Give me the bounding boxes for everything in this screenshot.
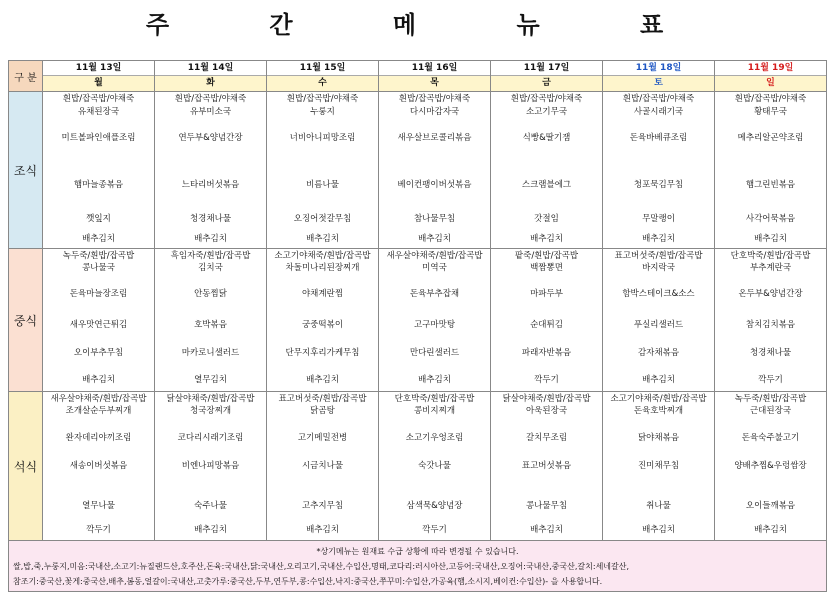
menu-item: 닭살야채죽/흰밥/잡곡밥 <box>166 394 255 404</box>
menu-item: 흰밥/잡곡밥/야채죽 <box>62 94 135 104</box>
menu-item: 배추김치 <box>530 525 563 535</box>
date-label: 11월 15일 <box>267 61 378 76</box>
menu-item: 유부미소국 <box>189 107 232 117</box>
menu-item: 느타리버섯볶음 <box>181 180 240 190</box>
menu-item: 연두부&양념간장 <box>178 133 243 143</box>
menu-item: 열무나물 <box>82 501 115 511</box>
menu-item: 차돌미나리된장찌개 <box>285 263 360 273</box>
menu-item: 완자데리야끼조림 <box>65 433 132 443</box>
day-header-tue <box>155 61 267 92</box>
menu-item: 양배추찜&우렁쌈장 <box>734 461 807 471</box>
menu-item: 돈육호박찌개 <box>633 406 684 416</box>
breakfast-cell <box>715 92 827 249</box>
weekday-label: 월 <box>43 76 154 91</box>
menu-item: 갓절임 <box>534 214 559 224</box>
menu-item: 배추김치 <box>194 525 227 535</box>
menu-item: 새우살브로콜리볶음 <box>397 133 472 143</box>
menu-item: 청포묵김무침 <box>633 180 684 190</box>
menu-item: 오이부추무침 <box>73 348 124 358</box>
menu-item: 표고버섯죽/흰밥/잡곡밥 <box>278 394 367 404</box>
lunch-cell <box>43 249 155 392</box>
menu-item: 표고버섯볶음 <box>521 461 572 471</box>
lunch-cell <box>715 249 827 392</box>
menu-item: 콩나물국 <box>82 263 115 273</box>
menu-item: 소고기우엉조림 <box>405 433 464 443</box>
menu-item: 돈육부추잡채 <box>409 289 460 299</box>
menu-item: 배추김치 <box>642 234 675 244</box>
menu-item: 너비아니피망조림 <box>289 133 356 143</box>
lunch-cell <box>155 249 267 392</box>
menu-item: 청경채나물 <box>189 214 232 224</box>
lunch-label: 중식 <box>9 249 43 392</box>
menu-item: 감자채볶음 <box>637 348 680 358</box>
menu-item: 소고기야채죽/흰밥/잡곡밥 <box>610 394 707 404</box>
dinner-cell <box>267 392 379 541</box>
lunch-row <box>9 249 827 392</box>
menu-item: 유채된장국 <box>77 107 120 117</box>
menu-item: 사골시래기국 <box>633 107 684 117</box>
date-label: 11월 16일 <box>379 61 490 76</box>
menu-item: 햄마늘종볶음 <box>73 180 124 190</box>
menu-item: 닭곰탕 <box>310 406 335 416</box>
weekly-menu-table <box>8 60 827 541</box>
menu-item: 호박볶음 <box>194 320 227 330</box>
menu-item: 베이컨팽이버섯볶음 <box>397 180 472 190</box>
menu-item: 부추계란국 <box>749 263 792 273</box>
menu-item: 소고기야채죽/흰밥/잡곡밥 <box>274 251 371 261</box>
category-header: 구 분 <box>9 61 43 92</box>
menu-item: 참나물무침 <box>413 214 456 224</box>
menu-item: 시금치나물 <box>301 461 344 471</box>
menu-item: 다시마감자국 <box>409 107 460 117</box>
dinner-label: 석식 <box>9 392 43 541</box>
weekday-label: 목 <box>379 76 490 91</box>
notice-box <box>8 540 827 592</box>
breakfast-cell <box>267 92 379 249</box>
menu-item: 단호박죽/흰밥/잡곡밥 <box>394 394 475 404</box>
header-row <box>9 61 827 92</box>
breakfast-cell <box>379 92 491 249</box>
menu-item: 취나물 <box>646 501 671 511</box>
menu-item: 깻잎지 <box>86 214 111 224</box>
menu-item: 흰밥/잡곡밥/야채죽 <box>734 94 807 104</box>
date-label: 11월 19일 <box>715 61 826 76</box>
dinner-cell <box>491 392 603 541</box>
menu-item: 조개살순두부찌개 <box>65 406 132 416</box>
menu-item: 삼색묵&양념장 <box>406 501 463 511</box>
weekday-label: 토 <box>603 76 714 91</box>
breakfast-row <box>9 92 827 249</box>
day-header-mon <box>43 61 155 92</box>
menu-item: 소고기무국 <box>525 107 568 117</box>
menu-item: 돈육숙주불고기 <box>741 433 800 443</box>
menu-item: 메추리알곤약조림 <box>737 133 804 143</box>
menu-item: 김치국 <box>198 263 223 273</box>
menu-item: 깍두기 <box>86 525 111 535</box>
menu-item: 온두부&양념간장 <box>738 289 803 299</box>
menu-item: 깍두기 <box>534 375 559 385</box>
menu-item: 녹두죽/흰밥/잡곡밥 <box>734 394 807 404</box>
breakfast-cell <box>491 92 603 249</box>
menu-item: 궁중떡볶이 <box>301 320 344 330</box>
menu-item: 흑임자죽/흰밥/잡곡밥 <box>170 251 251 261</box>
menu-item: 순대튀김 <box>530 320 563 330</box>
menu-item: 누룽지 <box>310 107 335 117</box>
menu-item: 안동찜닭 <box>194 289 227 299</box>
menu-item: 배추김치 <box>642 525 675 535</box>
menu-item: 고기메밀전병 <box>297 433 348 443</box>
day-header-thu <box>379 61 491 92</box>
menu-item: 스크램블에그 <box>521 180 572 190</box>
weekday-label: 금 <box>491 76 602 91</box>
menu-item: 흰밥/잡곡밥/야채죽 <box>174 94 247 104</box>
menu-item: 야채계란찜 <box>301 289 344 299</box>
menu-item: 청국장찌개 <box>189 406 232 416</box>
menu-item: 배추김치 <box>306 234 339 244</box>
origin-line: 참조기:중국산,꽃게:중국산,배추,봄동,얼갈이:국내산,고춧가루:중국산,두부,연두부,콩:수입산,낙지:중국산,쭈꾸미:수입산,가공육(햄,소시지,베이컨:수입산)- 을 사용합니다. <box>13 577 603 586</box>
menu-item: 배추김치 <box>306 525 339 535</box>
menu-item: 콩나물무침 <box>525 501 568 511</box>
menu-item: 숙주나물 <box>194 501 227 511</box>
date-label: 11월 18일 <box>603 61 714 76</box>
date-label: 11월 14일 <box>155 61 266 76</box>
weekday-label: 수 <box>267 76 378 91</box>
menu-item: 황태무국 <box>754 107 787 117</box>
origin-line: 쌀,밥,죽,누룽지,미음:국내산,소고기:뉴질랜드산,호주산,돈육:국내산,닭:국내산,오리고기,국내산,수입산,명태,코다리:러시아산,고등어:국내산,오징어:국내산,중국산,갈치:세네갈산, <box>13 562 630 571</box>
menu-item: 흰밥/잡곡밥/야채죽 <box>510 94 583 104</box>
day-header-fri <box>491 61 603 92</box>
menu-item: 배추김치 <box>194 234 227 244</box>
menu-item: 마파두부 <box>530 289 563 299</box>
menu-item: 새송이버섯볶음 <box>69 461 128 471</box>
menu-item: 돈육마늘장조림 <box>69 289 128 299</box>
menu-item: 고추지무침 <box>301 501 344 511</box>
dinner-cell <box>715 392 827 541</box>
menu-item: 흰밥/잡곡밥/야채죽 <box>286 94 359 104</box>
menu-item: 참치김치볶음 <box>745 320 796 330</box>
menu-item: 백짬뽕면 <box>530 263 563 273</box>
day-header-wed <box>267 61 379 92</box>
breakfast-cell <box>155 92 267 249</box>
dinner-row <box>9 392 827 541</box>
breakfast-cell <box>43 92 155 249</box>
menu-item: 비름나물 <box>306 180 339 190</box>
dinner-cell <box>603 392 715 541</box>
menu-item: 닭야채볶음 <box>637 433 680 443</box>
menu-item: 콩비지찌개 <box>413 406 456 416</box>
lunch-cell <box>267 249 379 392</box>
menu-item: 열무김치 <box>194 375 227 385</box>
menu-item: 단무지후리가케무침 <box>285 348 360 358</box>
menu-item: 함박스테이크&소스 <box>622 289 695 299</box>
menu-item: 마카로니샐러드 <box>181 348 240 358</box>
dinner-cell <box>43 392 155 541</box>
lunch-cell <box>603 249 715 392</box>
date-label: 11월 13일 <box>43 61 154 76</box>
dinner-cell <box>155 392 267 541</box>
date-label: 11월 17일 <box>491 61 602 76</box>
menu-item: 바지락국 <box>642 263 675 273</box>
menu-item: 단호박죽/흰밥/잡곡밥 <box>730 251 811 261</box>
notice-line: *상기메뉴는 원재료 수급 상황에 따라 변경될 수 있습니다. <box>316 547 519 556</box>
menu-item: 팥죽/흰밥/잡곡밥 <box>514 251 579 261</box>
menu-item: 흰밥/잡곡밥/야채죽 <box>398 94 471 104</box>
menu-item: 청경채나물 <box>749 348 792 358</box>
weekday-label: 일 <box>715 76 826 91</box>
weekday-label: 화 <box>155 76 266 91</box>
lunch-cell <box>491 249 603 392</box>
menu-item: 배추김치 <box>306 375 339 385</box>
menu-item: 사각어묵볶음 <box>745 214 796 224</box>
menu-item: 깍두기 <box>758 375 783 385</box>
menu-item: 진미채무침 <box>637 461 680 471</box>
menu-item: 배추김치 <box>82 234 115 244</box>
menu-item: 녹두죽/흰밥/잡곡밥 <box>62 251 135 261</box>
menu-item: 표고버섯죽/흰밥/잡곡밥 <box>614 251 703 261</box>
menu-item: 햄그린빈볶음 <box>745 180 796 190</box>
menu-item: 고구마맛탕 <box>413 320 456 330</box>
menu-item: 미트볼파인애플조림 <box>61 133 136 143</box>
menu-item: 배추김치 <box>642 375 675 385</box>
menu-item: 푸실리샐러드 <box>633 320 684 330</box>
menu-item: 파래자반볶음 <box>521 348 572 358</box>
menu-item: 갈치무조림 <box>525 433 568 443</box>
menu-item: 비엔나피망볶음 <box>181 461 240 471</box>
menu-item: 새우맛연근튀김 <box>69 320 128 330</box>
menu-item: 오이들깨볶음 <box>745 501 796 511</box>
breakfast-label: 조식 <box>9 92 43 249</box>
menu-item: 근대된장국 <box>749 406 792 416</box>
breakfast-cell <box>603 92 715 249</box>
lunch-cell <box>379 249 491 392</box>
menu-item: 숙갓나물 <box>418 461 451 471</box>
menu-item: 오징어젓갈무침 <box>293 214 352 224</box>
menu-item: 닭살야채죽/흰밥/잡곡밥 <box>502 394 591 404</box>
dinner-cell <box>379 392 491 541</box>
menu-item: 무말랭이 <box>642 214 675 224</box>
menu-item: 배추김치 <box>418 375 451 385</box>
menu-item: 식빵&딸기잼 <box>522 133 571 143</box>
menu-item: 배추김치 <box>530 234 563 244</box>
menu-item: 배추김치 <box>754 525 787 535</box>
page-title: 주 간 메 뉴 표 <box>145 11 710 39</box>
menu-item: 미역국 <box>422 263 447 273</box>
menu-item: 새우살야채죽/흰밥/잡곡밥 <box>386 251 483 261</box>
menu-item: 배추김치 <box>754 234 787 244</box>
menu-item: 아욱된장국 <box>525 406 568 416</box>
menu-item: 배추김치 <box>418 234 451 244</box>
menu-item: 돈육바베큐조림 <box>629 133 688 143</box>
day-header-sat <box>603 61 715 92</box>
menu-item: 깍두기 <box>422 525 447 535</box>
menu-item: 새우살야채죽/흰밥/잡곡밥 <box>50 394 147 404</box>
day-header-sun <box>715 61 827 92</box>
menu-item: 배추김치 <box>82 375 115 385</box>
menu-item: 만다린샐러드 <box>409 348 460 358</box>
menu-item: 코다리시래기조림 <box>177 433 244 443</box>
menu-item: 흰밥/잡곡밥/야채죽 <box>622 94 695 104</box>
